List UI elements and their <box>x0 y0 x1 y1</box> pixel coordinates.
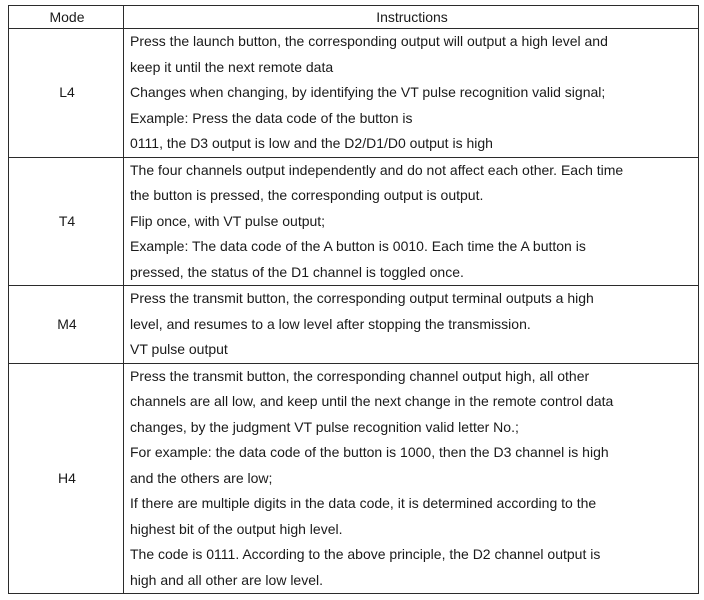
instruction-line: pressed, the status of the D1 channel is toggled once. <box>130 263 464 280</box>
instruction-line: Example: Press the data code of the button is <box>130 109 413 126</box>
instructions-cell <box>124 286 699 364</box>
instruction-line: The code is 0111. According to the above principle, the D2 channel output is <box>130 546 601 562</box>
instructions-cell <box>124 29 699 158</box>
instructions-cell <box>124 157 699 286</box>
instruction-line: VT pulse output <box>130 341 228 357</box>
instruction-line: Press the transmit button, the corresponding output terminal outputs a high <box>130 290 594 306</box>
instruction-line: Press the transmit button, the corresponding channel output high, all other <box>130 367 590 384</box>
instruction-line: the button is pressed, the corresponding output is output. <box>130 187 484 203</box>
mode-cell: L4 <box>9 29 124 158</box>
instruction-line: For example: the data code of the button is 1000, then the D3 channel is high <box>130 444 609 460</box>
table-row-h4 <box>9 363 699 594</box>
instruction-line: Example: The data code of the A button is 0010. Each time the A button is <box>130 238 586 254</box>
instruction-line: changes, by the judgment VT pulse recognition valid letter No.; <box>130 418 519 435</box>
instructions-cell <box>124 363 699 594</box>
mode-instructions-table <box>8 5 699 594</box>
header-instructions: Instructions <box>124 6 699 29</box>
table-row-t4 <box>9 157 699 286</box>
table-row-m4 <box>9 286 699 364</box>
instruction-line: Changes when changing, by identifying the VT pulse recognition valid signal; <box>130 84 606 100</box>
instruction-line: Press the launch button, the corresponding output will output a high level and <box>130 33 608 49</box>
instruction-line: and the others are low; <box>130 469 273 486</box>
mode-cell: M4 <box>9 286 124 364</box>
instruction-line: 0111, the D3 output is low and the D2/D1/D0 output is high <box>130 135 493 151</box>
table-row-l4 <box>9 29 699 158</box>
instruction-line: highest bit of the output high level. <box>130 520 343 537</box>
instruction-line: Flip once, with VT pulse output; <box>130 212 326 229</box>
mode-cell: T4 <box>9 157 124 286</box>
mode-cell: H4 <box>9 363 124 594</box>
header-row <box>9 6 699 29</box>
instruction-line: channels are all low, and keep until the next change in the remote control data <box>130 393 614 409</box>
instruction-line: If there are multiple digits in the data code, it is determined according to the <box>130 495 597 511</box>
instruction-line: level, and resumes to a low level after stopping the transmission. <box>130 315 531 332</box>
instruction-line: The four channels output independently and do not affect each other. Each time <box>130 161 624 178</box>
header-mode: Mode <box>9 6 124 29</box>
instruction-line: high and all other are low level. <box>130 571 324 588</box>
instruction-line: keep it until the next remote data <box>130 58 334 75</box>
